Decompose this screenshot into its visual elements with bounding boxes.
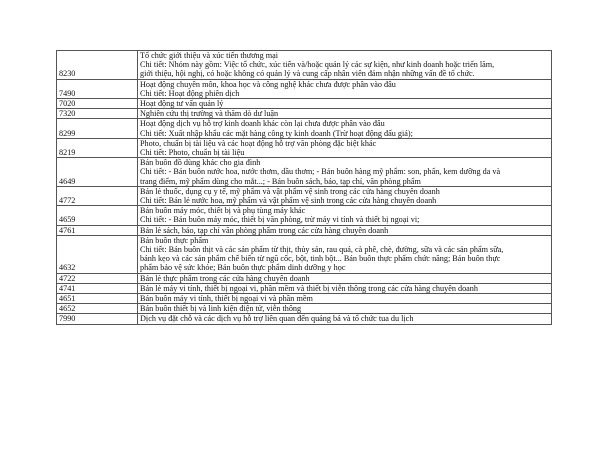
- industry-description: [138, 206, 552, 225]
- industry-code: 8299: [57, 119, 138, 138]
- table-row: [57, 304, 552, 314]
- table-body: [57, 51, 552, 325]
- table-row: [57, 186, 552, 205]
- description-title: Bán buôn thiết bị và linh kiện điện tử, viễn thông: [140, 304, 302, 314]
- description-detail: Chi tiết: Bán buôn thịt và các sản phẩm từ thịt, thủy sản, rau quả, cà phê, chè, đường, sữa và các sản phẩm sữa,: [140, 245, 504, 255]
- description-title: Bán buôn đồ dùng khác cho gia đình: [140, 158, 261, 168]
- industry-code: 4649: [57, 158, 138, 187]
- description-title: Dịch vụ đặt chỗ và các dịch vụ hỗ trợ liên quan đến quảng bá và tổ chức tua du lịch: [140, 314, 414, 324]
- description-title: Bán lẻ máy vi tính, thiết bị ngoại vi, phần mềm và thiết bị viễn thông trong các cửa hàng chuyên doanh: [140, 283, 478, 293]
- industry-description: [138, 51, 552, 80]
- industry-code: 8219: [57, 138, 138, 157]
- table-row: [57, 158, 552, 187]
- description-detail: Chi tiết: Nhóm này gồm: Việc tổ chức, xúc tiến và/hoặc quản lý các sự kiện, như kinh doanh hoặc triển lãm,: [140, 60, 495, 70]
- industry-code: 7990: [57, 314, 138, 324]
- industry-code: 4652: [57, 304, 138, 314]
- industry-code: 4651: [57, 294, 138, 304]
- description-detail: Chi tiết: - Bán buôn máy móc, thiết bị văn phòng, trừ máy vi tính và thiết bị ngoại vi;: [140, 215, 420, 225]
- table-row: [57, 314, 552, 324]
- industry-description: [138, 283, 552, 293]
- industry-description: [138, 119, 552, 138]
- description-detail: phẩm bảo vệ sức khỏe; Bán buôn thực phẩm dinh dưỡng y học: [140, 263, 346, 273]
- description-title: Bán buôn máy vi tính, thiết bị ngoại vi và phần mềm: [140, 294, 313, 304]
- description-title: Tổ chức giới thiệu và xúc tiến thương mại: [140, 51, 279, 60]
- description-detail: giới thiệu, hội nghị, có hoặc không có quản lý và cung cấp nhân viên đảm nhận những vấn đề tổ chức.: [140, 69, 475, 79]
- industry-description: [138, 158, 552, 187]
- industry-code: 4761: [57, 225, 138, 235]
- description-detail: Chi tiết: - Bán buôn nước hoa, nước thơm, dầu thơm; - Bán buôn hàng mỹ phẩm: son, phấn, kem dưỡng da và: [140, 167, 501, 177]
- industry-description: [138, 79, 552, 98]
- description-title: Bán lẻ thực phẩm trong các cửa hàng chuyên doanh: [140, 273, 310, 283]
- description-title: Hoạt động dịch vụ hỗ trợ kinh doanh khác còn lại chưa được phân vào đâu: [140, 119, 385, 129]
- industry-description: [138, 294, 552, 304]
- industry-description: [138, 273, 552, 283]
- description-title: Bán buôn máy móc, thiết bị và phụ tùng máy khác: [140, 206, 306, 216]
- industry-description: [138, 235, 552, 273]
- description-detail: Chi tiết: Photo, chuẩn bị tài liệu: [140, 148, 245, 158]
- table-row: [57, 109, 552, 119]
- description-title: Nghiên cứu thị trường và thăm dò dư luận: [140, 109, 279, 119]
- description-title: Hoạt động chuyên môn, khoa học và công nghệ khác chưa được phân vào đâu: [140, 79, 396, 89]
- description-detail: Chi tiết: Bán lẻ nước hoa, mỹ phẩm và vật phẩm vệ sinh trong các cửa hàng chuyên doanh: [140, 196, 437, 206]
- description-detail: trang điểm, mỹ phẩm dùng cho mắt...; - Bán buôn sách, báo, tạp chí, văn phòng phẩm: [140, 176, 421, 186]
- table-row: [57, 283, 552, 293]
- industry-code: 4741: [57, 283, 138, 293]
- description-title: Photo, chuẩn bị tài liệu và các hoạt động hỗ trợ văn phòng đặc biệt khác: [140, 138, 377, 148]
- table-row: [57, 51, 552, 80]
- table-row: [57, 99, 552, 109]
- industry-description: [138, 314, 552, 324]
- industry-description: [138, 304, 552, 314]
- table-row: [57, 225, 552, 235]
- industry-code: 7020: [57, 99, 138, 109]
- table-row: [57, 294, 552, 304]
- description-detail: Chi tiết: Hoạt động phiên dịch: [140, 88, 240, 98]
- industry-description: [138, 186, 552, 205]
- industry-code: 4632: [57, 235, 138, 273]
- table-row: [57, 119, 552, 138]
- description-title: Hoạt động tư vấn quản lý: [140, 99, 224, 109]
- industry-description: [138, 99, 552, 109]
- table-row: [57, 138, 552, 157]
- table-row: [57, 206, 552, 225]
- industry-code-table: [56, 50, 552, 325]
- industry-code: 4772: [57, 186, 138, 205]
- industry-code: 7490: [57, 79, 138, 98]
- description-title: Bán lẻ sách, báo, tạp chí văn phòng phẩm trong các cửa hàng chuyên doanh: [140, 225, 389, 235]
- table-row: [57, 273, 552, 283]
- industry-code: 7320: [57, 109, 138, 119]
- table-row: [57, 79, 552, 98]
- industry-code: 4722: [57, 273, 138, 283]
- description-detail: Chi tiết: Xuất nhập khẩu các mặt hàng công ty kinh doanh (Trừ hoạt động đấu giá);: [140, 128, 413, 138]
- industry-description: [138, 225, 552, 235]
- industry-description: [138, 109, 552, 119]
- industry-description: [138, 138, 552, 157]
- description-title: Bán lẻ thuốc, dụng cụ y tế, mỹ phẩm và vật phẩm vệ sinh trong các cửa hàng chuyên doanh: [140, 186, 440, 196]
- table-row: [57, 235, 552, 273]
- industry-code: 8230: [57, 51, 138, 80]
- description-detail: bánh kẹo và các sản phẩm chế biến từ ngũ cốc, bột, tinh bột... Bán buôn thực phẩm chức năng; Bán buôn thực: [140, 254, 501, 264]
- description-title: Bán buôn thực phẩm: [140, 235, 209, 245]
- industry-code: 4659: [57, 206, 138, 225]
